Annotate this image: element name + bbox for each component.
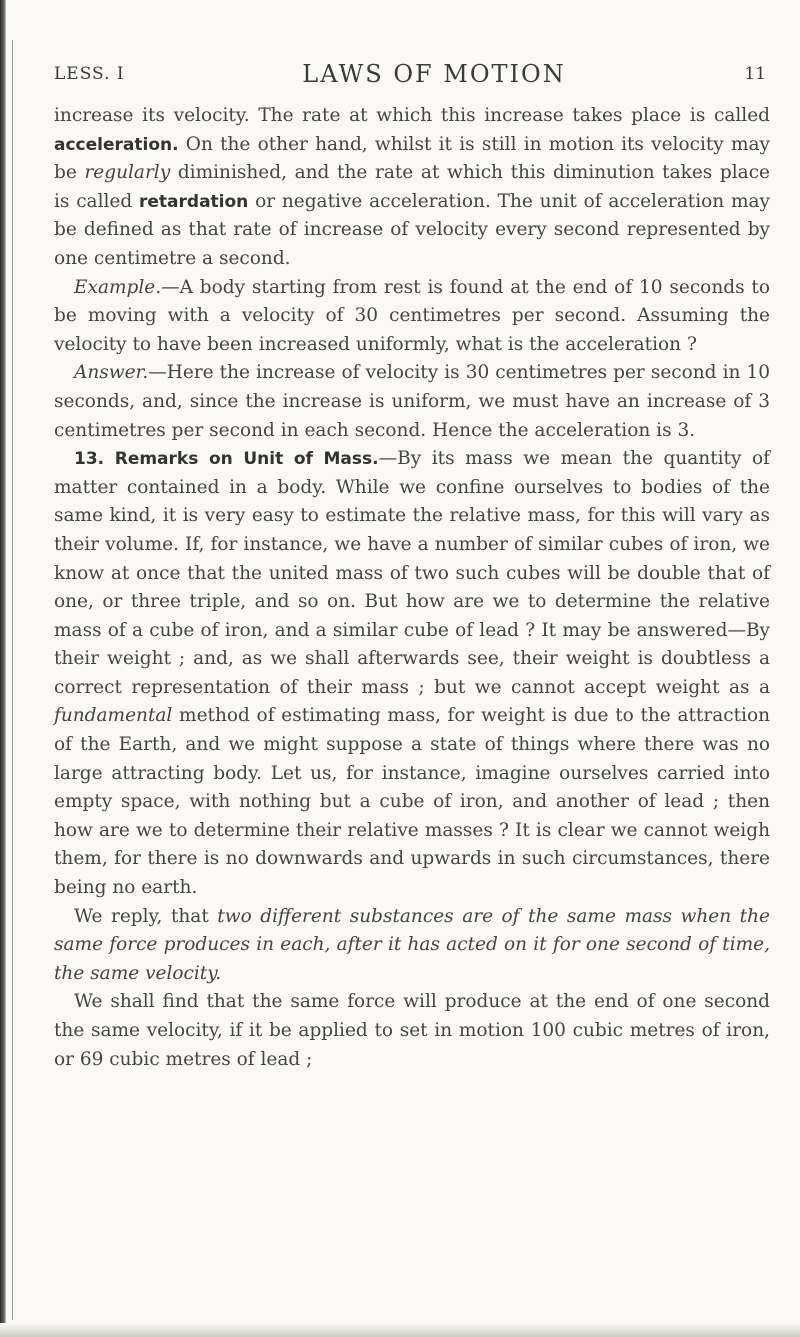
lesson-label: LESS. I [54, 64, 125, 84]
emphasis-regularly: regularly [84, 162, 171, 184]
running-title: LAWS OF MOTION [302, 60, 566, 88]
paragraph-section-13: 13. Remarks on Unit of Mass.—By its mass we mean the quantity of matter contained in a body. While we confine ourselves to bodies of the same kind, it is very easy to estimate the relative mass, for this will vary as their volume. If, for instance, we have a number of similar cubes of iron, we know at once that the united mass of two such cubes will be double that of one, or three triple, and so on. But how are we to determine the relative mass of a cube of iron, and a similar cube of lead ? It may be answered—By their weight ; and, as we shall afterwards see, their weight is doubtless a correct representation of their mass ; but we cannot accept weight as a fundamental method of estimating mass, for weight is due to the attraction of the Earth, and we might suppose a state of things where there was no large attracting body. Let us, for instance, imagine ourselves carried into empty space, with nothing but a cube of iron, and another of lead ; then how are we to determine their relative masses ? It is clear we cannot weigh them, for there is no downwards and upwards in such circumstances, there being no earth. [54, 448, 770, 899]
gutter-line [12, 40, 13, 1320]
page-header [54, 60, 766, 96]
book-spine-shadow [0, 0, 6, 1337]
example-label: Example. [74, 276, 162, 298]
term-acceleration: acceleration. [54, 134, 179, 155]
paragraph-example: Example.—A body starting from rest is found at the end of 10 seconds to be moving with a velocity of 30 centimetres per second. Assuming the velocity to have been increased uniformly, what is the acceleration ? [54, 276, 770, 355]
definition-of-mass: two different substances are of the same mass when the same force produces in each, after it has acted on it for one second of time, the same velocity. [54, 905, 770, 984]
term-retardation: retardation [139, 191, 249, 212]
page-bottom-shadow [0, 1323, 800, 1337]
emphasis-fundamental: fundamental [54, 705, 173, 727]
paragraph-acceleration: increase its velocity. The rate at which this increase takes place is called acceleration. On the other hand, whilst it is still in motion its velocity may be regularly diminished, and the rate at which this diminution takes place is called retardation or negative acceleration. The unit of acceleration may be defined as that rate of increase of velocity every second represented by one centimetre a second. [54, 105, 771, 269]
paragraph-answer: Answer.—Here the increase of velocity is 30 centimetres per second in 10 seconds, and, since the increase is uniform, we must have an increase of 3 centimetres per second in each second. Hence the acceleration is 3. [54, 362, 770, 441]
section-heading: 13. Remarks on Unit of Mass. [74, 449, 379, 470]
paragraph-last: We shall find that the same force will produce at the end of one second the same velocity, if it be applied to set in motion 100 cubic metres of iron, or 69 cubic metres of lead ; [54, 991, 770, 1070]
body-text [54, 102, 770, 1074]
paragraph-reply: We reply, that two different substances are of the same mass when the same force produces in each, after it has acted on it for one second of time, the same velocity. [54, 905, 770, 984]
answer-label: Answer. [74, 362, 149, 384]
page-number: 11 [744, 64, 766, 84]
